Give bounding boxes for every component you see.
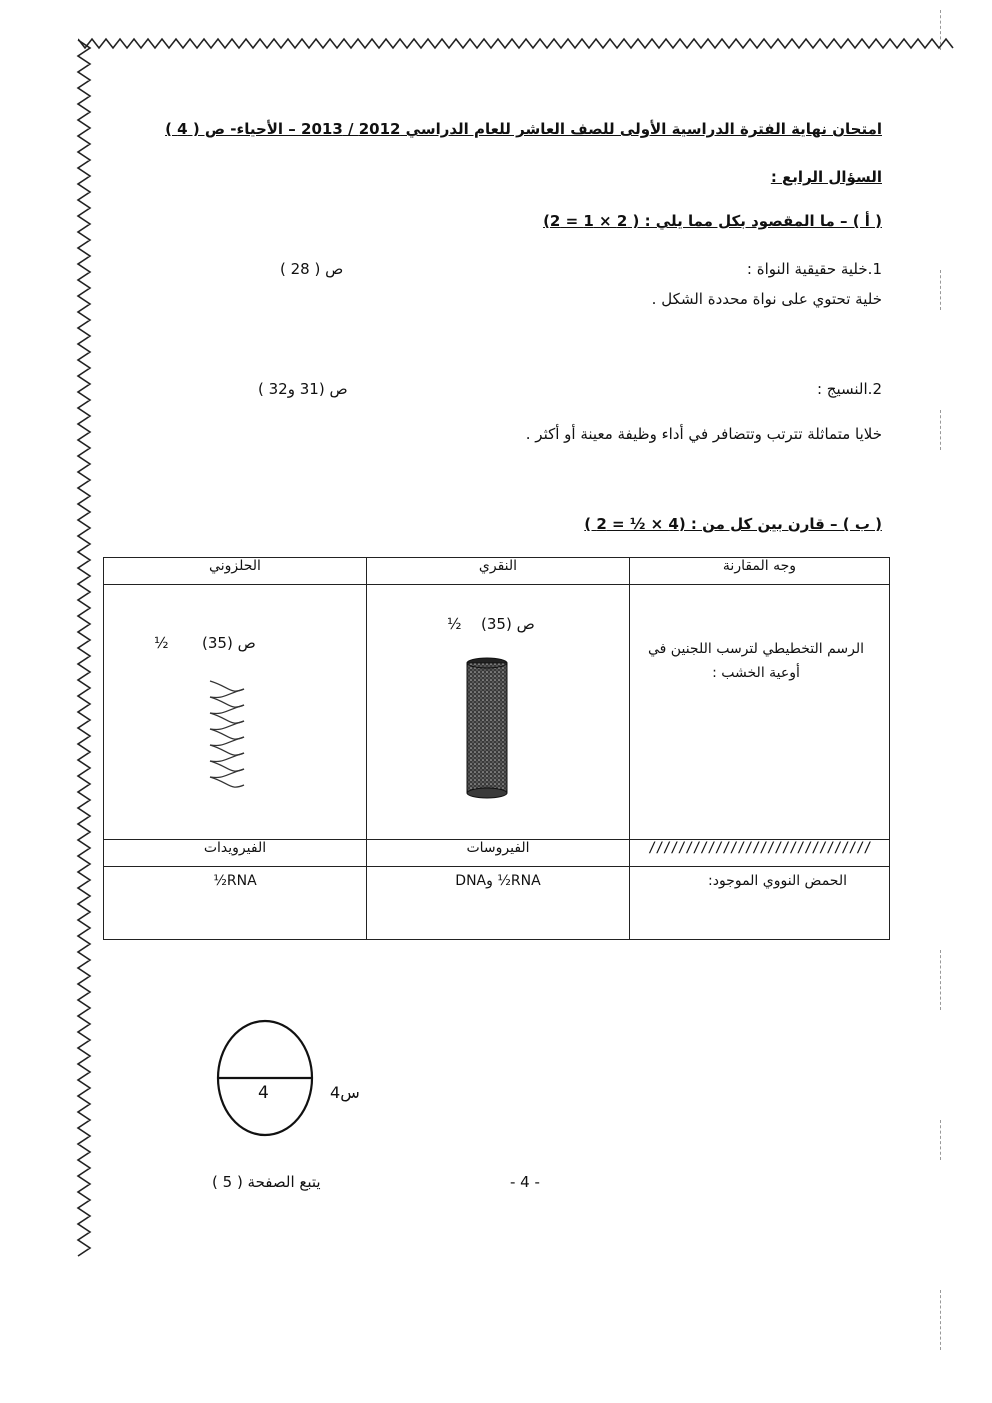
zigzag-border-top — [78, 34, 958, 54]
margin-mark — [940, 1290, 945, 1350]
item-2-term — [817, 380, 882, 398]
hatch-cell: ////////////////////////////// — [630, 840, 890, 867]
table-row-diagram — [104, 585, 890, 840]
score-value: 4 — [258, 1083, 269, 1103]
item-number: 1. — [867, 260, 882, 278]
spiral-vessel-icon — [202, 677, 252, 797]
cell-nucleic-acid-aspect — [630, 867, 890, 940]
item-2-answer: خلايا متماثلة تترتب وتتضافر في أداء وظيفة معينة أو أكثر . — [525, 425, 882, 443]
item-1-page-ref: ص ( 28 ) — [280, 260, 344, 278]
cell-viroids-nucleic — [104, 867, 367, 940]
half-mark: ½ — [154, 634, 169, 652]
header-aspect: وجه المقارنة — [630, 558, 890, 585]
aspect-text: الرسم التخطيطي لترسب اللجنين في أوعية الخشب : — [648, 641, 864, 681]
cell-pitted — [367, 585, 630, 840]
question-label: السؤال الرابع : — [770, 168, 882, 186]
page-number: - 4 - — [510, 1173, 540, 1191]
score-circle — [214, 1017, 316, 1139]
item-term: خلية حقيقية النواة : — [746, 260, 868, 278]
table-row-type — [104, 840, 890, 867]
viroids-nucleic-value: RNA½ — [213, 873, 257, 889]
zigzag-border-left — [72, 40, 96, 1260]
header-spiral: الحلزوني — [104, 558, 367, 585]
nucleic-acid-label: الحمض النووي الموجود: — [708, 873, 847, 889]
cell-spiral — [104, 585, 367, 840]
header-pitted: النقري — [367, 558, 630, 585]
part-a-heading: ( أ ) – ما المقصود بكل مما يلي : ( 2 × 1 = 2) — [543, 212, 882, 230]
exam-title: امتحان نهاية الفترة الدراسية الأولى للصف العاشر للعام الدراسي 2012 / 2013 – الأحياء- ص ( 4 ) — [165, 120, 882, 138]
comparison-table — [103, 557, 890, 940]
spiral-page-ref: ص (35) — [202, 634, 256, 652]
cell-viroids: الفيرويدات — [104, 840, 367, 867]
half-mark: ½ — [447, 615, 462, 633]
pitted-vessel-icon — [462, 655, 512, 805]
table-row-nucleic-acid — [104, 867, 890, 940]
margin-mark — [940, 270, 945, 310]
margin-mark — [940, 410, 945, 450]
margin-mark — [940, 1120, 945, 1160]
item-1-answer: خلية تحتوي على نواة محددة الشكل . — [651, 290, 882, 308]
item-term: النسيج : — [816, 380, 868, 398]
item-2-page-ref: ص (31 و32 ) — [258, 380, 348, 398]
cell-aspect — [630, 585, 890, 840]
table-header-row — [104, 558, 890, 585]
margin-mark — [940, 950, 945, 1010]
pitted-page-ref: ص (35) — [481, 615, 535, 633]
continue-note: يتبع الصفحة ( 5 ) — [212, 1173, 321, 1191]
part-b-heading: ( ب ) – قارن بين كل من : (4 × ½ = 2 ) — [584, 515, 882, 533]
viruses-nucleic-value: RNA½ وDNA — [455, 873, 541, 889]
margin-mark — [940, 10, 945, 50]
cell-viruses: الفيروسات — [367, 840, 630, 867]
item-1-term — [747, 260, 882, 278]
cell-viruses-nucleic — [367, 867, 630, 940]
item-number: 2. — [867, 380, 882, 398]
score-label: س4 — [330, 1083, 360, 1102]
